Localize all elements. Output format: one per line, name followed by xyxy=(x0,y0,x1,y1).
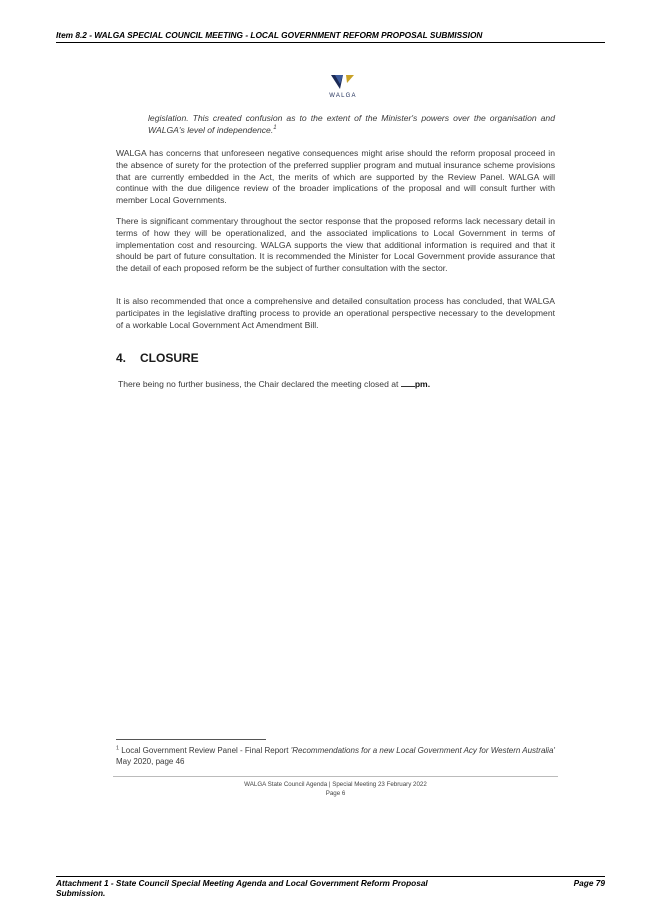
footnote-text-end: May 2020, page 46 xyxy=(116,757,185,766)
closure-suffix: pm. xyxy=(414,379,431,389)
section-number: 4. xyxy=(116,351,127,365)
closure-text: There being no further business, the Chair declared the meeting closed at xyxy=(118,379,399,389)
italic-paragraph-text: legislation. This created confusion as to the extent of the Minister's powers over the organisation and WALGA's level of independence. xyxy=(148,113,555,135)
footnote-reference: 1 xyxy=(273,124,277,131)
footnote xyxy=(116,745,556,767)
section-title: CLOSURE xyxy=(140,351,199,365)
footnote-title: 'Recommendations for a new Local Government Acy for Western Australia' xyxy=(290,746,555,755)
paragraph: WALGA has concerns that unforeseen negative consequences might arise should the reform proposal proceed in the absence of surety for the protection of the preferred supplier program and mutual insurance scheme provisions that are currently embedded in the Act, the merits of which are supported by the Review Panel. WALGA will continue with the due diligence review of the broader implications of the proposal and will consult further with member Local Governments. xyxy=(116,148,555,206)
page-footer-attachment: Attachment 1 - State Council Special Meeting Agenda and Local Government Reform Proposal Submission. xyxy=(56,878,428,898)
walga-logo xyxy=(325,75,361,105)
paragraph: There is significant commentary throughout the sector response that the proposed reforms lack necessary detail in terms of how they will be operationalized, and the associated implications to Local Government in terms of implementation cost and resourcing. WALGA supports the view that additional information is required and that it should be part of future consultation. It is recommended the Minister for Local Government provide assurance that the detail of each proposed reform be the subject of further consultation with the sector. xyxy=(116,216,555,274)
footnote-divider xyxy=(116,739,266,740)
closure-statement xyxy=(118,378,430,389)
page-footer-number: Page 79 xyxy=(573,878,605,888)
footnote-text-start: Local Government Review Panel - Final Report xyxy=(121,746,289,755)
logo-text: WALGA xyxy=(329,93,357,99)
page-footer-divider xyxy=(56,876,605,877)
blank-line xyxy=(401,378,415,387)
walga-logo-icon xyxy=(331,75,355,91)
footnote-number: 1 xyxy=(116,745,120,752)
paragraph: It is also recommended that once a comprehensive and detailed consultation process has concluded, that WALGA participates in the legislative drafting process to provide an operational perspective necessary to the development of a workable Local Government Act Amendment Bill. xyxy=(116,296,555,330)
inner-footer-line1: WALGA State Council Agenda | Special Meeting 23 February 2022 xyxy=(244,781,427,788)
inner-footer-divider xyxy=(113,776,558,777)
section-heading xyxy=(116,351,199,365)
inner-footer-page: Page 6 xyxy=(325,789,346,797)
inner-footer xyxy=(113,781,558,798)
page-header: Item 8.2 - WALGA SPECIAL COUNCIL MEETING - LOCAL GOVERNMENT REFORM PROPOSAL SUBMISSION xyxy=(56,30,605,43)
italic-paragraph xyxy=(148,113,555,137)
